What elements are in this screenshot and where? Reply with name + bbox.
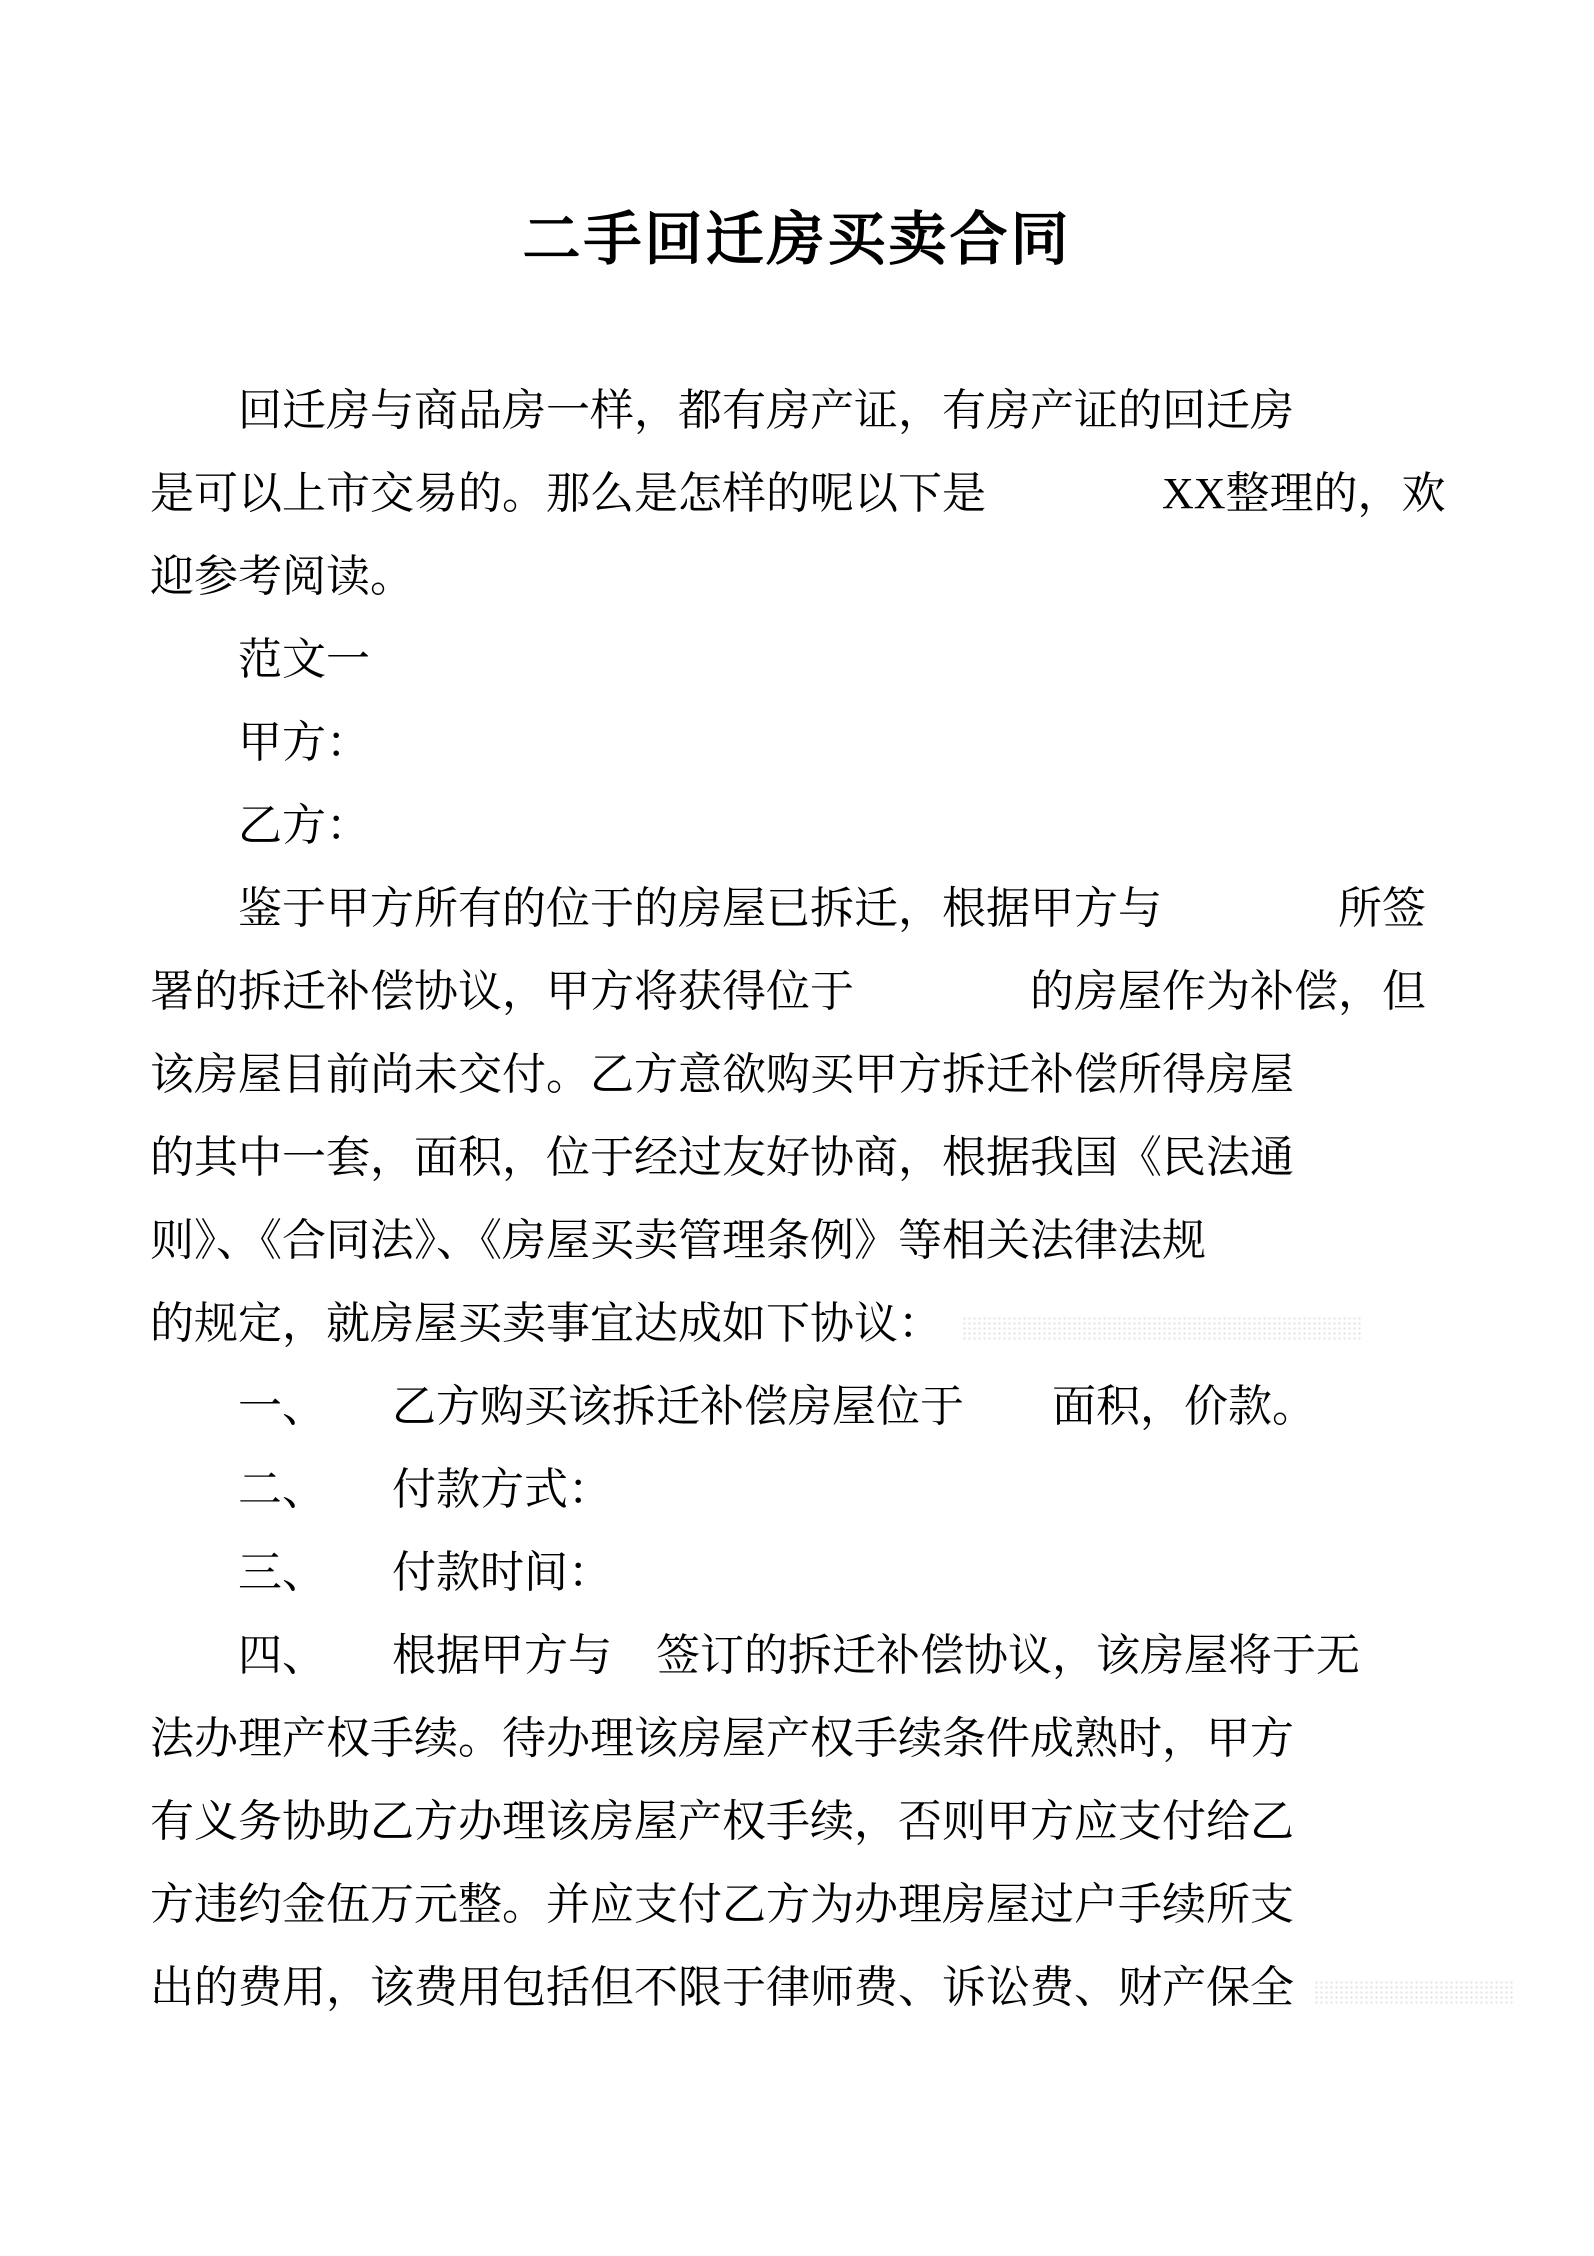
text-line-content: 该房屋目前尚未交付。乙方意欲购买甲方拆迁补偿所得房屋 (150, 1050, 1294, 1099)
faint-watermark (962, 1316, 1362, 1340)
text-line (150, 1780, 1464, 1863)
text-line-content: 则》、《合同法》、《房屋买卖管理条例》等相关法律法规 (150, 1216, 1206, 1265)
text-line (150, 950, 1464, 1033)
text-line-content: 的规定，就房屋买卖事宜达成如下协议： (150, 1299, 942, 1348)
text-line (150, 1531, 1464, 1614)
text-line-content: 署的拆迁补偿协议，甲方将获得位于 的房屋作为补偿，但 (150, 967, 1426, 1016)
text-line-content: 二、 付款方式： (150, 1465, 612, 1514)
text-line (150, 1614, 1464, 1697)
text-line-content: 方违约金伍万元整。并应支付乙方为办理房屋过户手续所支 (150, 1880, 1294, 1929)
text-line-content: 鉴于甲方所有的位于的房屋已拆迁，根据甲方与 所签 (150, 884, 1426, 933)
text-line-content: 三、 付款时间： (150, 1548, 612, 1597)
text-line-content: 法办理产权手续。待办理该房屋产权手续条件成熟时，甲方 (150, 1714, 1294, 1763)
text-line (150, 1116, 1464, 1199)
text-line (150, 1282, 1464, 1365)
text-line (150, 618, 1464, 701)
text-line (150, 701, 1464, 784)
text-line (150, 535, 1464, 618)
text-line-content: 是可以上市交易的。那么是怎样的呢以下是 XX整理的，欢 (150, 469, 1446, 518)
text-line-content: 乙方： (150, 801, 370, 850)
text-line-content: 的其中一套，面积，位于经过友好协商，根据我国《民法通 (150, 1133, 1294, 1182)
text-line-content: 四、 根据甲方与 签订的拆迁补偿协议，该房屋将于无 (150, 1631, 1360, 1680)
text-line (150, 1365, 1464, 1448)
text-line-content: 迎参考阅读。 (150, 552, 414, 601)
text-line (150, 1697, 1464, 1780)
text-line-content: 出的费用，该费用包括但不限于律师费、诉讼费、财产保全 (150, 1963, 1294, 2012)
text-line (150, 784, 1464, 867)
text-line (150, 1199, 1464, 1282)
text-line (150, 452, 1464, 535)
text-line (150, 369, 1464, 452)
faint-watermark (1314, 1980, 1514, 2004)
document-title: 二手回迁房买卖合同 (522, 207, 1072, 272)
text-line (150, 1946, 1464, 2029)
text-line (150, 1863, 1464, 1946)
document-body (150, 369, 1464, 2029)
text-line-content: 甲方： (150, 718, 370, 767)
text-line-content: 一、 乙方购买该拆迁补偿房屋位于 面积，价款。 (150, 1382, 1316, 1431)
text-line-content: 有义务协助乙方办理该房屋产权手续，否则甲方应支付给乙 (150, 1797, 1294, 1846)
text-line (150, 867, 1464, 950)
text-line (150, 1033, 1464, 1116)
text-line (150, 1448, 1464, 1531)
text-line-content: 回迁房与商品房一样，都有房产证，有房产证的回迁房 (150, 386, 1294, 435)
text-line-content: 范文一 (150, 635, 370, 684)
